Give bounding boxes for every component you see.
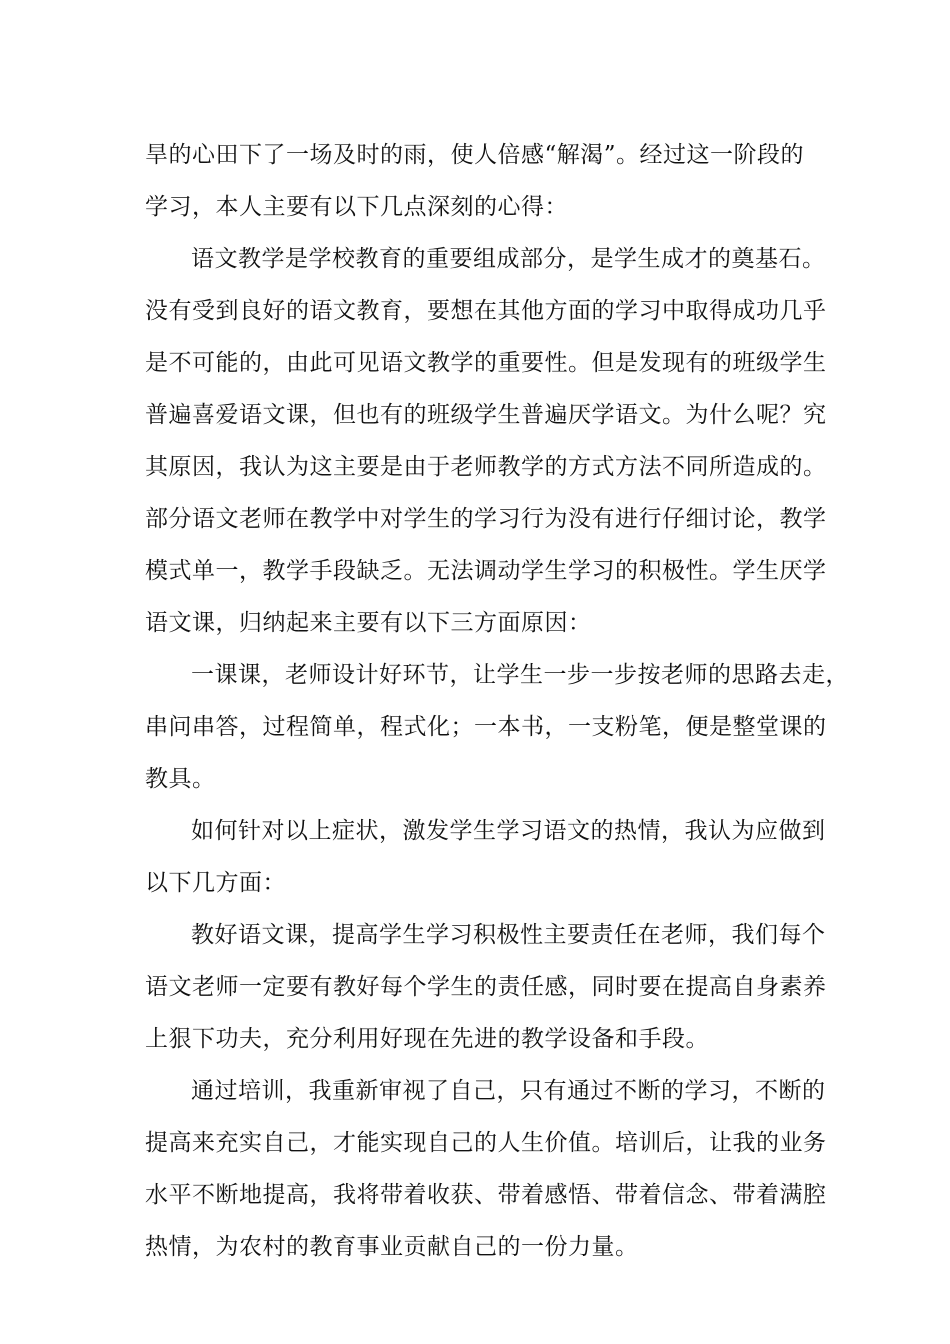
paragraph-2-line-2: 没有受到良好的语文教育，要想在其他方面的学习中取得成功几乎 — [145, 298, 827, 324]
paragraph-5-line-3: 上狠下功夫，充分利用好现在先进的教学设备和手段。 — [145, 1026, 709, 1052]
paragraph-6-line-4: 热情，为农村的教育事业贡献自己的一份力量。 — [145, 1234, 639, 1260]
paragraph-2-line-4: 普遍喜爱语文课，但也有的班级学生普遍厌学语文。为什么呢？究 — [145, 402, 827, 428]
paragraph-1 — [145, 129, 813, 233]
paragraph-5 — [145, 909, 827, 1065]
document-body — [145, 129, 849, 1273]
paragraph-2-line-5: 其原因，我认为这主要是由于老师教学的方式方法不同所造成的。 — [145, 454, 827, 480]
paragraph-6-line-1: 通过培训，我重新审视了自己，只有通过不断的学习，不断的 — [191, 1078, 826, 1104]
paragraph-4-line-2: 以下几方面： — [145, 870, 286, 896]
paragraph-2-line-8: 语文课，归纳起来主要有以下三方面原因： — [145, 610, 592, 636]
paragraph-4-line-1: 如何针对以上症状，激发学生学习语文的热情，我认为应做到 — [191, 818, 826, 844]
paragraph-3-line-3: 教具。 — [145, 766, 216, 792]
paragraph-1-line-2: 学习，本人主要有以下几点深刻的心得： — [145, 194, 568, 220]
paragraph-4 — [145, 805, 826, 909]
paragraph-1-line-1: 旱的心田下了一场及时的雨，使人倍感“解渴”。经过这一阶段的 — [145, 142, 805, 168]
paragraph-6-line-3: 水平不断地提高，我将带着收获、带着感悟、带着信念、带着满腔 — [145, 1182, 827, 1208]
paragraph-2-line-1: 语文教学是学校教育的重要组成部分，是学生成才的奠基石。 — [191, 246, 826, 272]
paragraph-6-line-2: 提高来充实自己，才能实现自己的人生价值。培训后，让我的业务 — [145, 1130, 827, 1156]
paragraph-3 — [145, 649, 849, 805]
paragraph-2-line-7: 模式单一，教学手段缺乏。无法调动学生学习的积极性。学生厌学 — [145, 558, 827, 584]
paragraph-3-line-1: 一课课，老师设计好环节，让学生一步一步按老师的思路去走， — [191, 662, 849, 688]
paragraph-2 — [145, 233, 827, 649]
paragraph-5-line-2: 语文老师一定要有教好每个学生的责任感，同时要在提高自身素养 — [145, 974, 827, 1000]
paragraph-5-line-1: 教好语文课，提高学生学习积极性主要责任在老师，我们每个 — [191, 922, 826, 948]
paragraph-2-line-6: 部分语文老师在教学中对学生的学习行为没有进行仔细讨论，教学 — [145, 506, 827, 532]
paragraph-2-line-3: 是不可能的，由此可见语文教学的重要性。但是发现有的班级学生 — [145, 350, 827, 376]
paragraph-6 — [145, 1065, 827, 1273]
paragraph-3-line-2: 串问串答，过程简单，程式化；一本书，一支粉笔，便是整堂课的 — [145, 714, 827, 740]
